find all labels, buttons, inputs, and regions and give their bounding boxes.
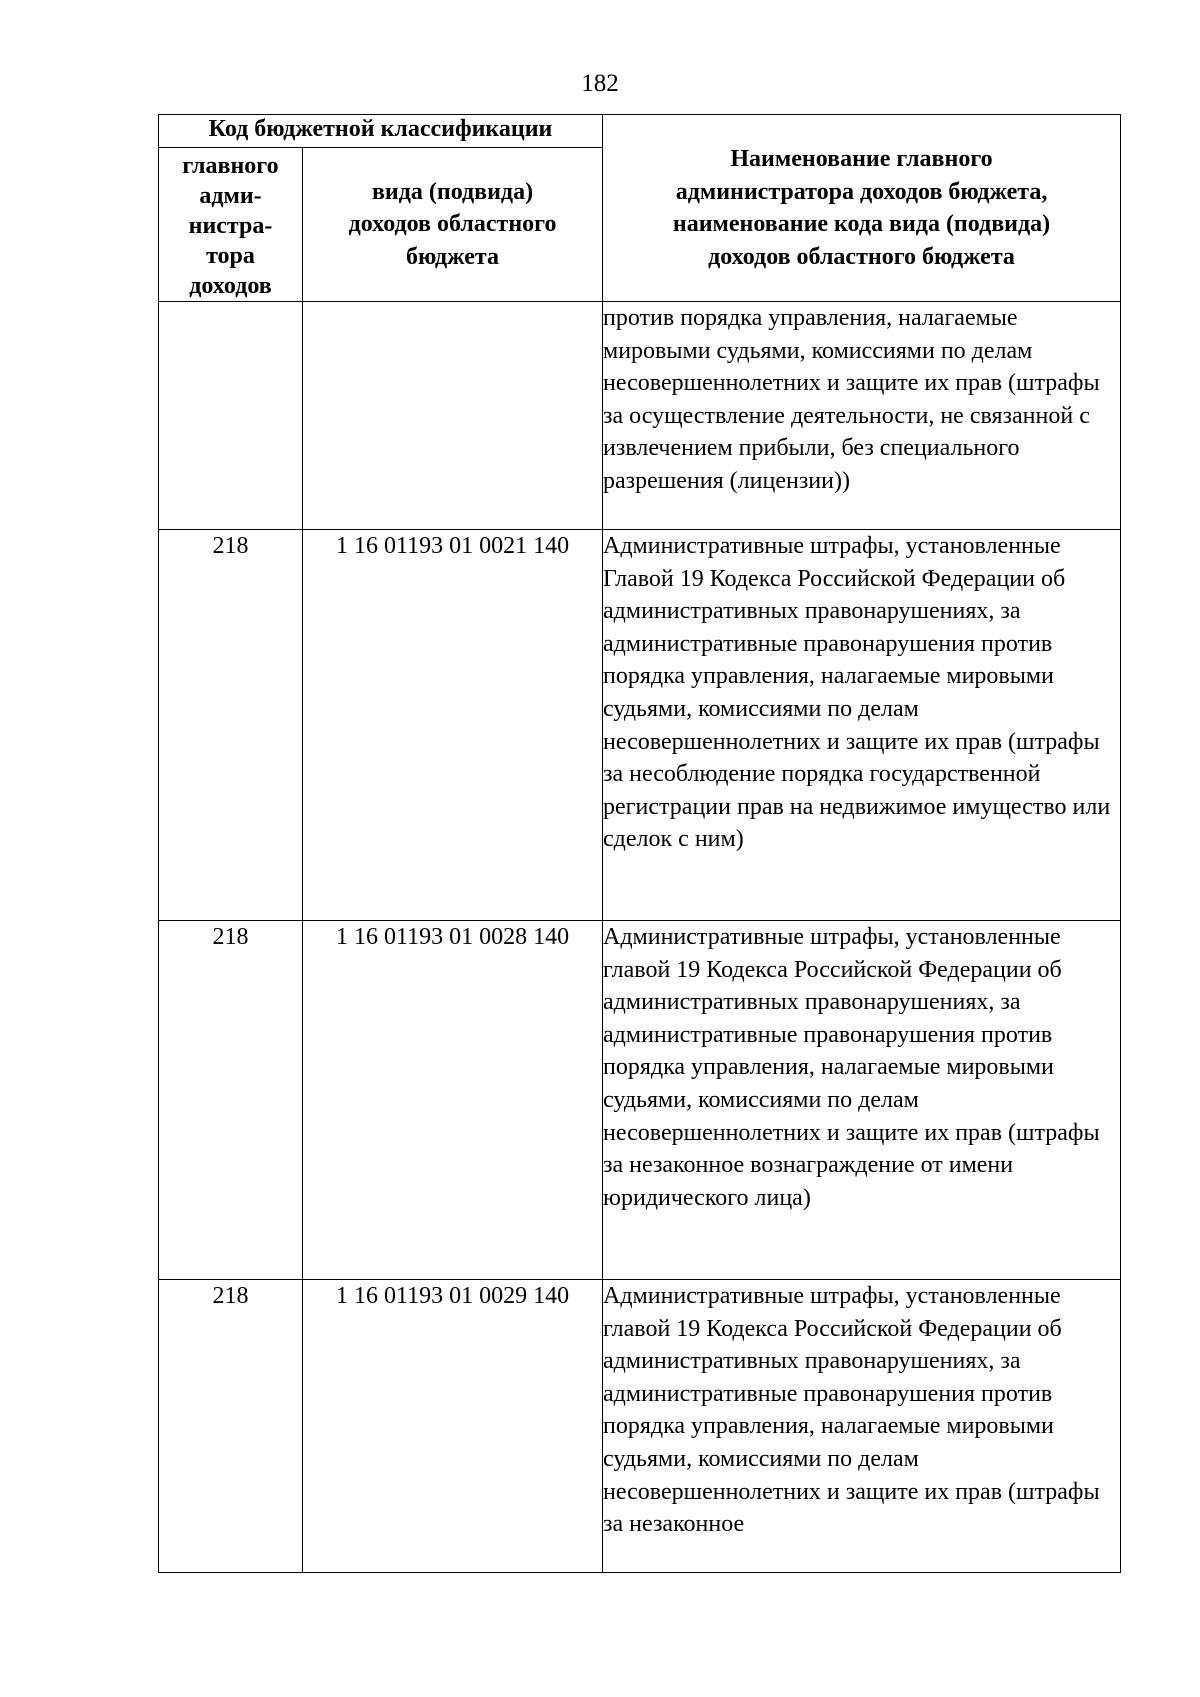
revenue-description-cell: против порядка управления, налагаемые мировыми судьями, комиссиями по делам несовершеннолетних и защите их прав (штрафы за осуществление деятельности, не связанной с извлечением прибыли, без специального разрешения (лицензии)) — [603, 302, 1121, 530]
header-name-line: наименование кода вида (подвида) — [672, 211, 1051, 237]
header-admin-line: тора — [206, 243, 255, 269]
header-name-line: доходов областного бюджета — [708, 243, 1015, 270]
header-budget-classification-code: Код бюджетной классификации — [159, 115, 603, 148]
header-admin-line: адми- — [199, 183, 262, 209]
revenue-code-cell: 1 16 01193 01 0028 140 — [303, 921, 603, 1280]
admin-code-cell — [159, 302, 303, 530]
table-row — [159, 1280, 1121, 1573]
revenue-description-cell: Административные штрафы, установленные главой 19 Кодекса Российской Федерации об административных правонарушениях, за административные правонарушения против порядка управления, налагаемые мировыми судьями, комиссиями по делам несовершеннолетних и защите их прав (штрафы за незаконное — [603, 1280, 1121, 1573]
header-name-column — [603, 115, 1121, 302]
header-type-column — [303, 148, 603, 302]
revenue-description-cell: Административные штрафы, установленные главой 19 Кодекса Российской Федерации об административных правонарушениях, за административные правонарушения против порядка управления, налагаемые мировыми судьями, комиссиями по делам несовершеннолетних и защите их прав (штрафы за незаконное вознаграждение от имени юридического лица) — [603, 921, 1121, 1280]
revenue-code-cell: 1 16 01193 01 0021 140 — [303, 530, 603, 921]
revenue-description-cell: Административные штрафы, установленные Главой 19 Кодекса Российской Федерации об административных правонарушениях, за административные правонарушения против порядка управления, налагаемые мировыми судьями, комиссиями по делам несовершеннолетних и защите их прав (штрафы за несоблюдение порядка государственной регистрации прав на недвижимое имущество или сделок с ним) — [603, 530, 1121, 921]
revenue-code-cell: 1 16 01193 01 0029 140 — [303, 1280, 603, 1573]
header-admin-line: доходов — [189, 273, 272, 299]
table-row — [159, 302, 1121, 530]
header-type-line: бюджета — [406, 243, 499, 270]
table-row — [159, 921, 1121, 1280]
header-name-line: администратора доходов бюджета, — [675, 178, 1048, 205]
header-row-group — [159, 115, 1121, 148]
revenue-code-cell — [303, 302, 603, 530]
budget-classification-table — [158, 114, 1121, 1573]
admin-code-cell: 218 — [159, 921, 303, 1280]
header-type-line: доходов областного — [348, 211, 557, 238]
header-admin-column — [159, 148, 303, 302]
table-row — [159, 530, 1121, 921]
header-admin-line: нистра- — [188, 213, 273, 239]
header-admin-line: главного — [182, 153, 279, 179]
header-name-line: Наименование главного — [730, 146, 993, 172]
admin-code-cell: 218 — [159, 1280, 303, 1573]
page-number: 182 — [581, 70, 619, 97]
header-type-line: вида (подвида) — [371, 178, 534, 205]
admin-code-cell: 218 — [159, 530, 303, 921]
